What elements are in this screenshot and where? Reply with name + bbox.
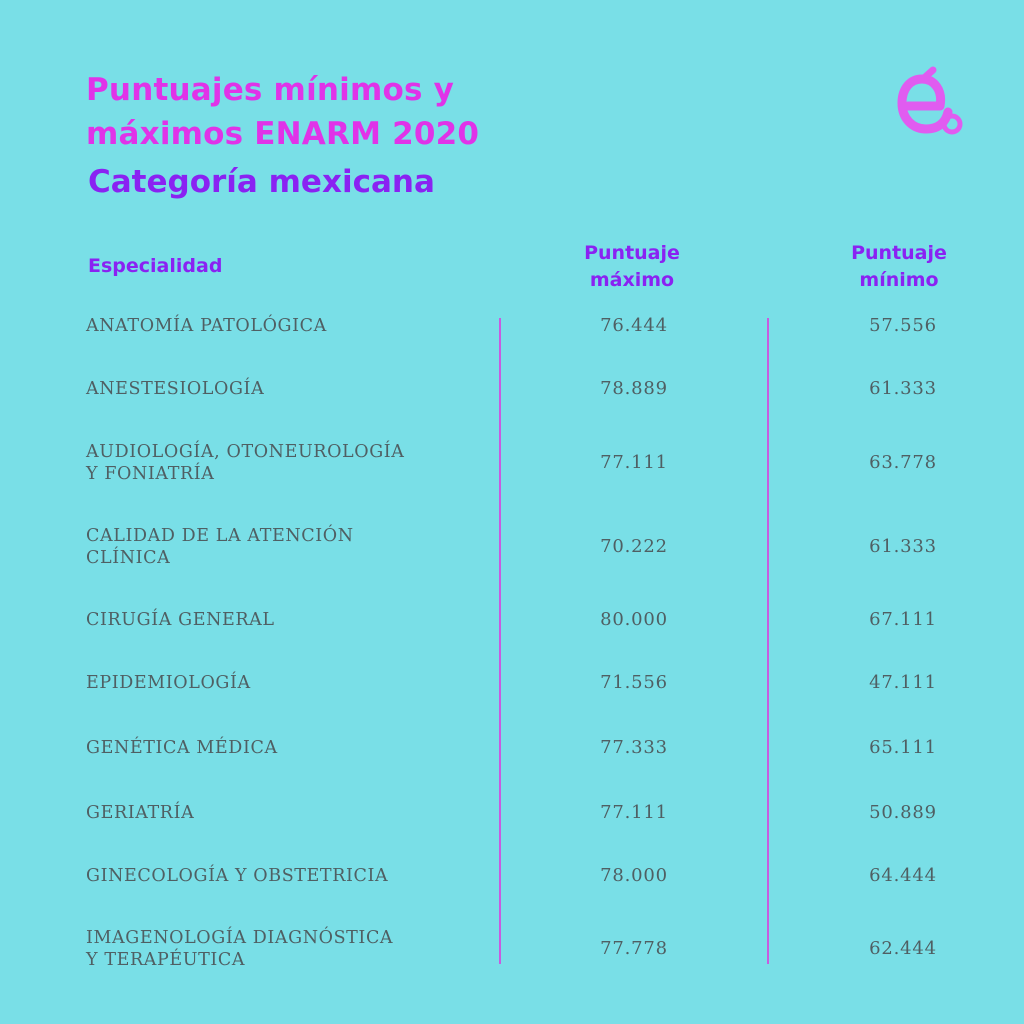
header-especialidad: Especialidad	[88, 255, 223, 277]
especialidad-line: EPIDEMIOLOGÍA	[86, 673, 251, 693]
page-title	[86, 68, 479, 156]
header-puntuaje-maximo	[567, 240, 697, 294]
column-divider-1	[499, 318, 501, 964]
puntuaje-maximo-cell: 77.111	[600, 802, 668, 823]
puntuaje-maximo-cell: 70.222	[600, 536, 668, 557]
column-divider-2	[767, 318, 769, 964]
puntuaje-minimo-cell: 62.444	[869, 938, 937, 959]
especialidad-cell	[86, 609, 275, 631]
puntuaje-minimo-cell: 57.556	[869, 315, 937, 336]
page-subtitle: Categoría mexicana	[88, 164, 435, 200]
header-min-line-2: mínimo	[859, 269, 939, 291]
especialidad-line: CALIDAD DE LA ATENCIÓN	[86, 526, 354, 546]
especialidad-cell	[86, 865, 388, 887]
especialidad-line: Y TERAPÉUTICA	[86, 950, 246, 970]
puntuaje-maximo-cell: 78.889	[600, 378, 668, 399]
title-line-1: Puntuajes mínimos y	[86, 72, 455, 108]
header-max-line-2: máximo	[589, 269, 675, 291]
header-min-line-1: Puntuaje	[851, 242, 947, 264]
title-line-2: máximos ENARM 2020	[86, 116, 480, 152]
puntuaje-maximo-cell: 77.111	[600, 452, 668, 473]
especialidad-line: ANATOMÍA PATOLÓGICA	[86, 316, 327, 336]
puntuaje-minimo-cell: 67.111	[869, 609, 937, 630]
especialidad-line: GERIATRÍA	[86, 803, 195, 823]
especialidad-line: GINECOLOGÍA Y OBSTETRICIA	[86, 866, 389, 886]
puntuaje-maximo-cell: 77.778	[600, 938, 668, 959]
puntuaje-minimo-cell: 65.111	[869, 737, 937, 758]
especialidad-line: CLÍNICA	[86, 548, 171, 568]
puntuaje-minimo-cell: 50.889	[869, 802, 937, 823]
especialidad-line: AUDIOLOGÍA, OTONEUROLOGÍA	[86, 442, 405, 462]
puntuaje-maximo-cell: 80.000	[600, 609, 668, 630]
especialidad-cell	[86, 315, 327, 337]
especialidad-line: GENÉTICA MÉDICA	[86, 738, 278, 758]
especialidad-cell	[86, 672, 251, 694]
puntuaje-maximo-cell: 76.444	[600, 315, 668, 336]
puntuaje-maximo-cell: 71.556	[600, 672, 668, 693]
stethoscope-e-logo-icon	[896, 66, 966, 142]
especialidad-cell	[86, 441, 405, 485]
especialidad-cell	[86, 525, 354, 569]
header-max-line-1: Puntuaje	[584, 242, 680, 264]
header-puntuaje-minimo	[834, 240, 964, 294]
puntuaje-minimo-cell: 61.333	[869, 536, 937, 557]
especialidad-cell	[86, 802, 194, 824]
puntuaje-minimo-cell: 63.778	[869, 452, 937, 473]
especialidad-line: Y FONIATRÍA	[86, 464, 215, 484]
especialidad-line: ANESTESIOLOGÍA	[86, 379, 265, 399]
especialidad-line: IMAGENOLOGÍA DIAGNÓSTICA	[86, 928, 394, 948]
especialidad-cell	[86, 378, 264, 400]
puntuaje-minimo-cell: 61.333	[869, 378, 937, 399]
especialidad-line: CIRUGÍA GENERAL	[86, 610, 275, 630]
puntuaje-maximo-cell: 77.333	[600, 737, 668, 758]
puntuaje-minimo-cell: 64.444	[869, 865, 937, 886]
especialidad-cell	[86, 927, 393, 971]
puntuaje-maximo-cell: 78.000	[600, 865, 668, 886]
especialidad-cell	[86, 737, 278, 759]
puntuaje-minimo-cell: 47.111	[869, 672, 937, 693]
